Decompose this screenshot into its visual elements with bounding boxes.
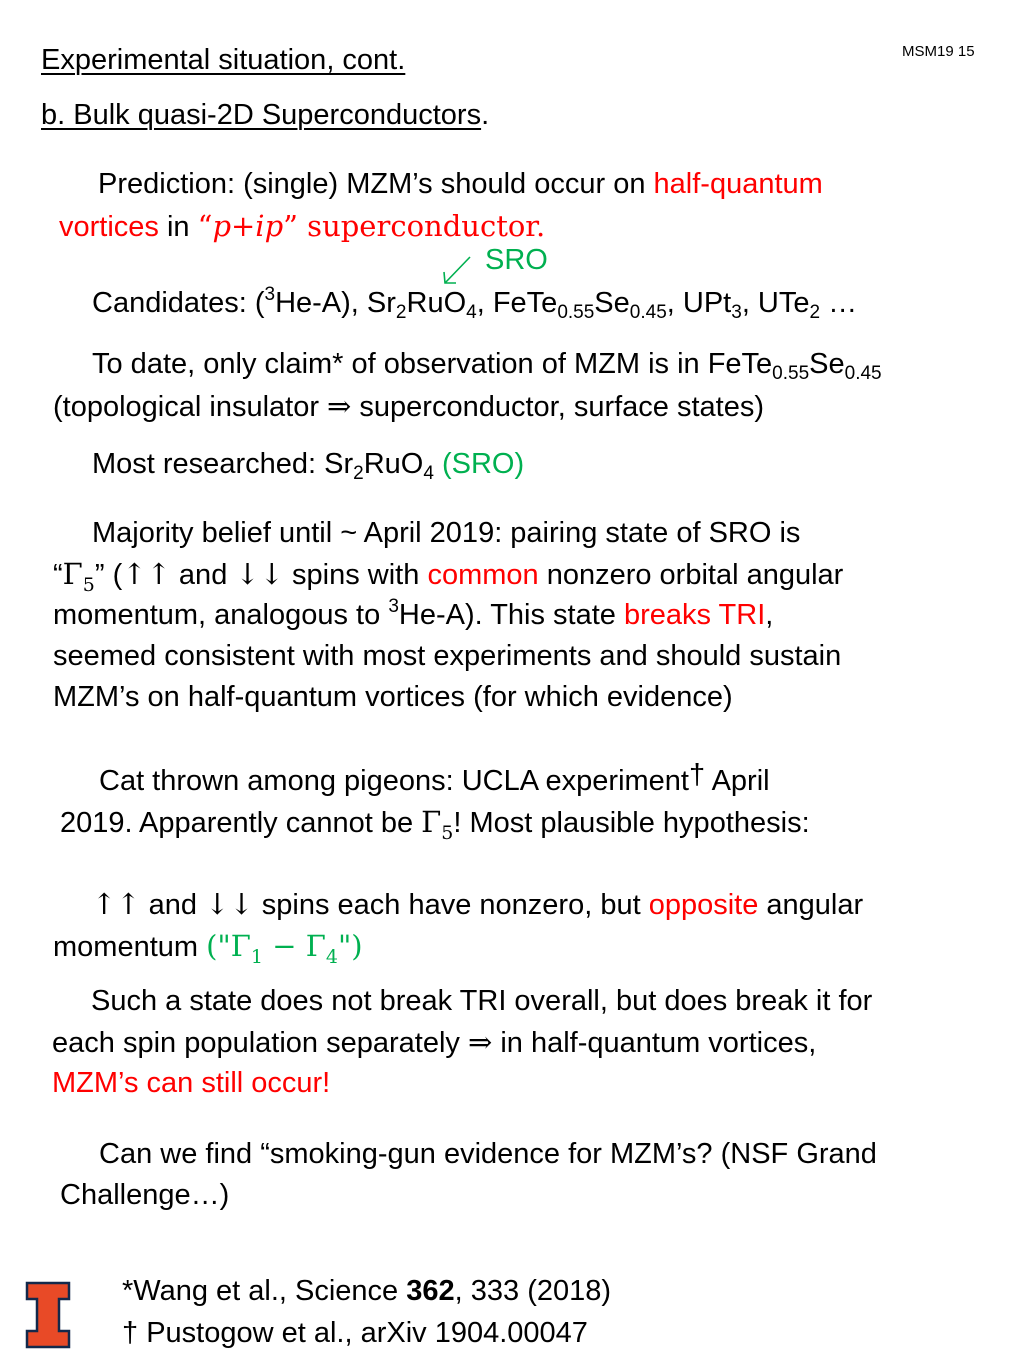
state-line-3: MZM’s can still occur! [52, 1067, 331, 1099]
slide-title: Experimental situation, cont. [41, 44, 406, 76]
spins-line-2: momentum ("$\Gamma_1$ − $\Gamma_4$") [53, 929, 363, 968]
majority-line-5: MZM’s on half-quantum vortices (for which evidence) [53, 681, 733, 713]
claim-line-1: To date, only claim* of observation of MZM is in $FeTe_{0.55}Se_{0.45}$ [92, 348, 882, 384]
slide-subtitle [41, 95, 489, 135]
volume-number: 362 [406, 1275, 455, 1307]
down-down-arrows-icon-2: ↓↓ [205, 887, 254, 921]
breaks-tri-highlight: breaks TRI [623, 599, 766, 631]
question-line-1: Can we find “smoking-gun evidence for MZM’s? (NSF Grand [99, 1138, 877, 1170]
dagger-mark-2: † [122, 1317, 139, 1349]
quote-open: “ [197, 209, 213, 243]
quote-close: ” [283, 209, 298, 243]
up-up-arrows-icon-2: ↑↑ [92, 887, 141, 921]
prediction-highlight: half-quantum [653, 168, 823, 200]
down-down-arrows-icon: ↓↓ [235, 557, 284, 591]
common-highlight: common [427, 559, 539, 591]
implies-icon-2: ⇒ [467, 1025, 493, 1059]
implies-icon: ⇒ [327, 389, 352, 423]
majority-line-2: “$\Gamma_5$” (↑↑ and ↓↓ spins with common nonzero orbital angular [53, 557, 844, 596]
pairing-symbol: p+ip [212, 209, 284, 243]
prediction-in: in [158, 211, 198, 243]
claim-line-2: (topological insulator ⇒ superconductor, surface states) [53, 389, 765, 423]
candidates-line: Candidates: ($^3$He-A), $Sr_2RuO_4$, $FeTe_{0.55}Se_{0.45}$, UPt$_3$, UTe$_2$ … [92, 284, 858, 323]
illinois-block-i-logo [25, 1281, 71, 1349]
up-up-arrows-icon: ↑↑ [122, 557, 171, 591]
opposite-highlight: opposite [648, 889, 759, 921]
prediction-line-2 [59, 206, 545, 248]
state-line-2: each spin population separately ⇒ in half-quantum vortices, [52, 1025, 817, 1059]
prediction-highlight-2: vortices [59, 211, 159, 243]
reference-2: † Pustogow et al., arXiv 1904.00047 [122, 1317, 588, 1349]
reference-1: *Wang et al., Science 362, 333 (2018) [122, 1275, 612, 1307]
sro-label: (SRO) [433, 448, 525, 480]
spins-line-1: ↑↑ and ↓↓ spins each have nonzero, but opposite angular [92, 887, 864, 921]
superconductor-word: superconductor. [297, 209, 546, 243]
cat-line-2: 2019. Apparently cannot be $\Gamma_5$! Most plausible hypothesis: [60, 805, 810, 844]
dagger-mark: † [688, 759, 706, 791]
slide-reference: MSM19 15 [902, 43, 975, 60]
cat-line-1: Cat thrown among pigeons: UCLA experiment† April [99, 759, 770, 797]
majority-line-3: momentum, analogous to $^3$He-A). This state breaks TRI, [53, 596, 774, 631]
subtitle-text: b. Bulk quasi-2D Superconductors [41, 99, 482, 131]
subtitle-period: . [481, 99, 490, 131]
prediction-text: Prediction: (single) MZM’s should occur on [98, 168, 654, 200]
most-researched-line: Most researched: $Sr_2RuO_4$ (SRO) [92, 448, 525, 484]
majority-line-4: seemed consistent with most experiments and should sustain [53, 640, 842, 672]
prediction-line-1 [98, 164, 823, 205]
majority-line-1: Majority belief until ~ April 2019: pairing state of SRO is [92, 517, 801, 549]
gamma-expression: ("$\Gamma_1$ − $\Gamma_4$") [206, 929, 363, 968]
question-line-2: Challenge…) [60, 1179, 230, 1211]
sro-annotation: SRO [485, 244, 548, 276]
state-line-1: Such a state does not break TRI overall, but does break it for [91, 985, 873, 1017]
